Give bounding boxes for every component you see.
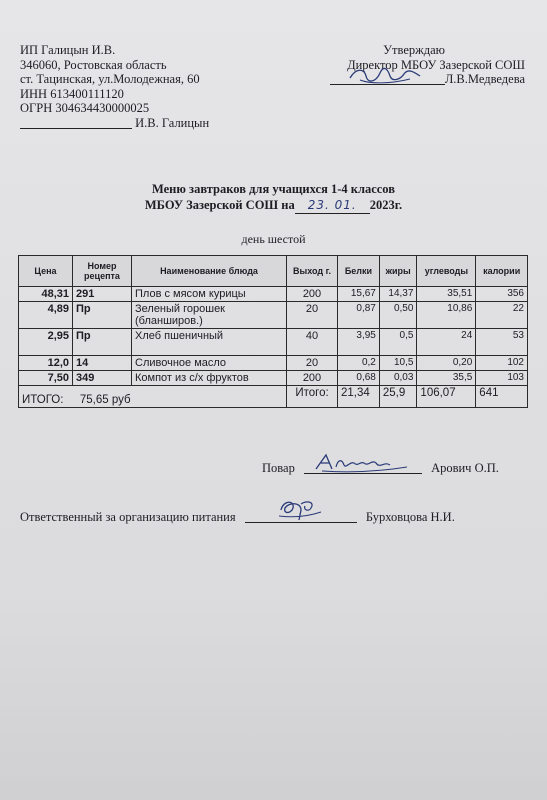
supplier-name: ИП Галицын И.В. <box>20 43 116 57</box>
cell-price: 7,50 <box>19 371 73 386</box>
header-dish: Наименование блюда <box>132 256 287 287</box>
supplier-sign-name: И.В. Галицын <box>135 115 210 130</box>
cell-price: 48,31 <box>19 287 73 302</box>
cell-carbs: 10,86 <box>417 302 476 329</box>
cell-kcal: 102 <box>476 356 528 371</box>
table-row <box>19 287 528 302</box>
supplier-signature-line <box>20 116 209 131</box>
cell-dish: Зеленый горошек (бланширов.) <box>132 302 287 329</box>
cell-protein: 0,68 <box>338 371 380 386</box>
cook-name: Арович О.П. <box>431 461 499 475</box>
director-name: Л.В.Медведева <box>444 72 525 87</box>
cell-output: 40 <box>287 329 338 356</box>
cell-dish: Компот из с/х фруктов <box>132 371 287 386</box>
title-line1: Меню завтраков для учащихся 1-4 классов <box>151 182 395 196</box>
director-signature-icon <box>330 64 445 88</box>
director-signature <box>330 72 445 85</box>
cell-output: 20 <box>287 302 338 329</box>
menu-title <box>0 181 547 214</box>
cell-dish: Сливочное масло <box>132 356 287 371</box>
total-fat: 25,9 <box>379 386 417 408</box>
cell-carbs: 0,20 <box>417 356 476 371</box>
header-fat: жиры <box>379 256 417 287</box>
cell-recipe: Пр <box>73 302 132 329</box>
menu-table <box>18 255 528 408</box>
cell-carbs: 35,51 <box>417 287 476 302</box>
responsible-signature-line <box>20 510 455 525</box>
supplier-block <box>20 43 209 131</box>
cell-protein: 0,87 <box>338 302 380 329</box>
header-price: Цена <box>19 256 73 287</box>
cell-fat: 0,50 <box>379 302 417 329</box>
cell-carbs: 35,5 <box>417 371 476 386</box>
supplier-inn: ИНН 613400111120 <box>20 86 124 101</box>
total-label: ИТОГО: <box>22 394 64 406</box>
cook-signature-icon <box>312 451 412 475</box>
cell-price: 2,95 <box>19 329 73 356</box>
total-kcal: 641 <box>476 386 528 408</box>
totals-row <box>19 386 528 408</box>
supplier-street: ст. Тацинская, ул.Молодежная, 60 <box>20 72 200 87</box>
approval-label: Утверждаю <box>383 43 445 57</box>
cell-fat: 0,5 <box>379 329 417 356</box>
responsible-label: Ответственный за организацию питания <box>20 510 236 524</box>
cook-signature <box>304 461 422 474</box>
cell-protein: 3,95 <box>338 329 380 356</box>
header-output: Выход г. <box>287 256 338 287</box>
responsible-signature <box>245 510 357 523</box>
table-row <box>19 356 528 371</box>
total-sum: 75,65 руб <box>79 394 131 406</box>
cook-signature-line <box>262 461 499 476</box>
cell-carbs: 24 <box>417 329 476 356</box>
supplier-ogrn: ОГРН 304634430000025 <box>20 101 150 116</box>
supplier-address: 346060, Ростовская область <box>20 57 167 72</box>
cell-dish: Хлеб пшеничный <box>132 329 287 356</box>
cell-recipe: Пр <box>73 329 132 356</box>
header-kcal: калории <box>476 256 528 287</box>
cell-output: 200 <box>287 371 338 386</box>
cell-recipe: 14 <box>73 356 132 371</box>
header-carbs: углеводы <box>417 256 476 287</box>
cell-dish: Плов с мясом курицы <box>132 287 287 302</box>
responsible-name: Бурховцова Н.И. <box>365 510 455 524</box>
cell-kcal: 356 <box>476 287 528 302</box>
cell-price: 12,0 <box>19 356 73 371</box>
approval-block <box>330 43 525 87</box>
director-position: Директор МБОУ Зазерской СОШ <box>347 57 525 72</box>
table-row <box>19 302 528 329</box>
cook-label: Повар <box>262 461 295 475</box>
cell-output: 200 <box>287 287 338 302</box>
table-row <box>19 371 528 386</box>
cell-fat: 14,37 <box>379 287 417 302</box>
director-signature-line <box>330 72 525 87</box>
cell-price: 4,89 <box>19 302 73 329</box>
cell-kcal: 53 <box>476 329 528 356</box>
day-label: день шестой <box>241 232 306 246</box>
total-protein: 21,34 <box>338 386 380 408</box>
table-row <box>19 329 528 356</box>
handwritten-date: 23. 01. <box>295 197 370 214</box>
cell-output: 20 <box>287 356 338 371</box>
cell-recipe: 291 <box>73 287 132 302</box>
header-protein: Белки <box>338 256 380 287</box>
cell-recipe: 349 <box>73 371 132 386</box>
cell-protein: 0,2 <box>338 356 380 371</box>
total-sum-cell <box>19 386 287 408</box>
total-carbs: 106,07 <box>417 386 476 408</box>
cell-kcal: 103 <box>476 371 528 386</box>
itogo-label: Итого: <box>287 386 338 408</box>
header-recipe: Номер рецепта <box>73 256 132 287</box>
cell-fat: 10,5 <box>379 356 417 371</box>
responsible-signature-icon <box>275 496 325 524</box>
cell-fat: 0,03 <box>379 371 417 386</box>
table-header-row <box>19 256 528 287</box>
title-line2: МБОУ Зазерской СОШ на 23. 01. 2023г. <box>144 198 403 212</box>
cell-protein: 15,67 <box>338 287 380 302</box>
cell-kcal: 22 <box>476 302 528 329</box>
